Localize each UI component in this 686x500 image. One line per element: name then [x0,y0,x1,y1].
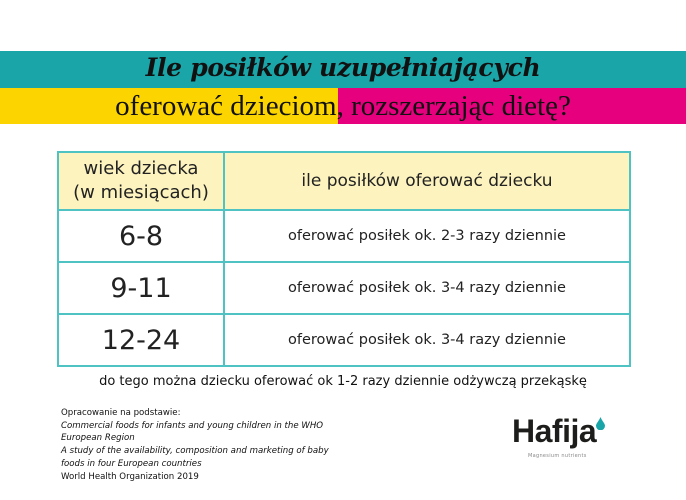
column-header-age-label: wiek dziecka (w miesiącach) [73,158,209,203]
title-line-2-part-a: oferować dzieciom, [115,90,344,122]
table-row [58,210,630,262]
column-header-age [58,152,224,210]
table-header-row [58,152,630,210]
source-publisher: World Health Organization 2019 [61,471,199,482]
title-line-2 [0,90,686,123]
hafija-logo [512,413,622,463]
snack-note: do tego można dziecku oferować ok 1-2 razy dziennie odżywczą przekąskę [99,374,587,389]
age-cell: 6-8 [58,210,224,262]
meals-cell: oferować posiłek ok. 3-4 razy dziennie [224,262,630,314]
table-row [58,314,630,366]
title-line-2-part-b: rozszerzając dietę? [343,90,571,122]
source-label: Opracowanie na podstawie: [61,408,181,418]
table-row [58,262,630,314]
logo-wordmark: Hafija [512,413,597,449]
meals-cell: oferować posiłek ok. 3-4 razy dziennie [224,314,630,366]
water-drop-icon [596,417,605,430]
age-cell: 9-11 [58,262,224,314]
age-cell: 12-24 [58,314,224,366]
meals-table [57,151,631,367]
source-block [61,407,331,483]
column-header-meals: ile posiłków oferować dziecku [224,152,630,210]
title-line-1: Ile posiłków uzupełniających [145,53,541,82]
source-title-2: A study of the availability, composition and marketing of baby foods in four European countries [61,446,329,469]
logo-tagline: Magnesium nutrients [528,453,587,459]
source-title-1: Commercial foods for infants and young children in the WHO European Region [61,420,324,444]
meals-cell: oferować posiłek ok. 2-3 razy dziennie [224,210,630,262]
